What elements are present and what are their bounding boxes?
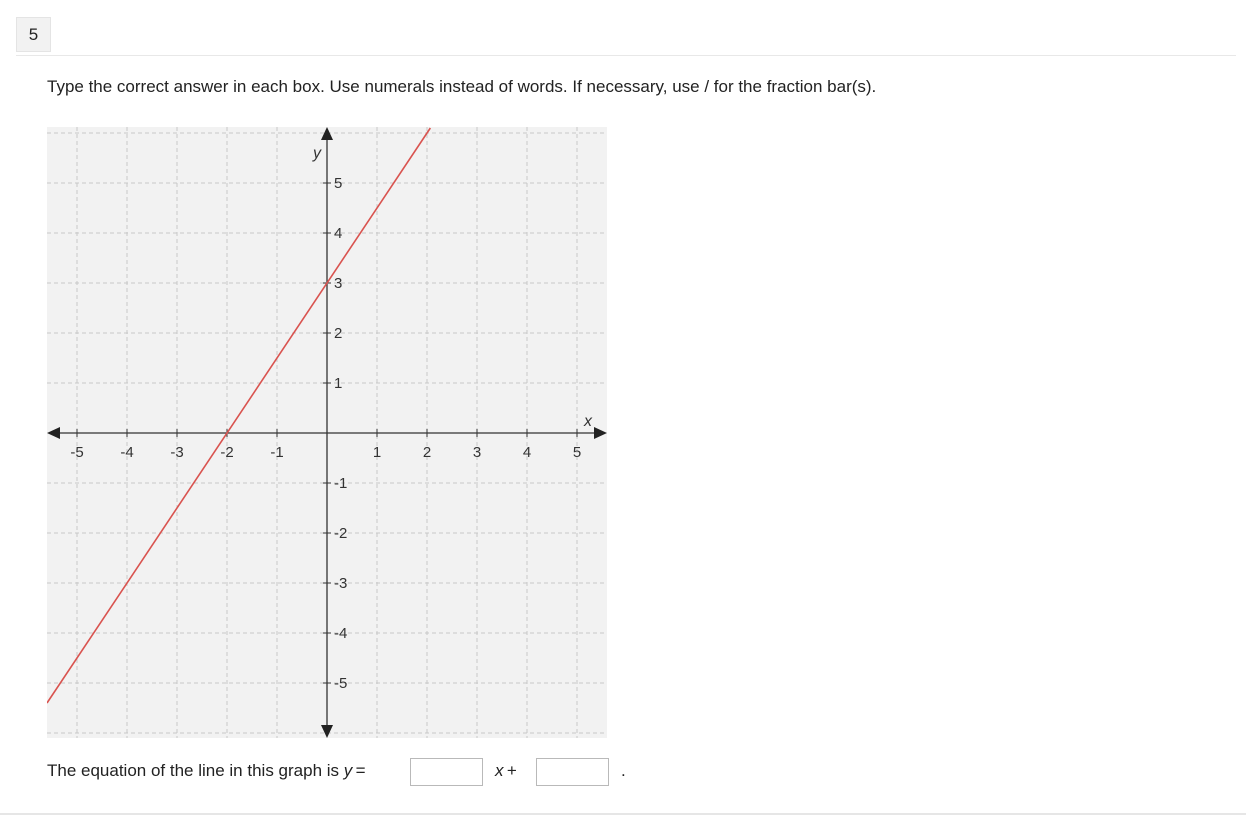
x-tick-label: 5	[572, 444, 582, 461]
x-tick-label: 1	[372, 444, 382, 461]
question-number: 5	[16, 17, 51, 52]
x-axis-label: x	[584, 413, 592, 430]
y-axis-label: y	[313, 145, 321, 162]
slope-answer-box[interactable]	[410, 758, 483, 786]
y-tick-label: -4	[334, 625, 348, 642]
y-tick-label: 2	[334, 325, 343, 342]
y-tick-label: 1	[334, 375, 343, 392]
answer-equals-sign: =	[355, 761, 366, 780]
x-tick-label: -4	[120, 444, 134, 461]
x-tick-label: 3	[472, 444, 482, 461]
answer-x-variable: x	[495, 761, 504, 780]
y-tick-label: -5	[334, 675, 348, 692]
x-tick-label: -1	[270, 444, 284, 461]
intercept-answer-box[interactable]	[536, 758, 609, 786]
y-tick-label: -3	[334, 575, 348, 592]
x-tick-label: 2	[422, 444, 432, 461]
instructions-text: Type the correct answer in each box. Use numerals instead of words. If necessary, use / for the fraction bar(s).	[47, 77, 877, 96]
y-tick-label: -2	[334, 525, 348, 542]
x-tick-label: -5	[70, 444, 84, 461]
x-tick-label: -3	[170, 444, 184, 461]
answer-plus-sign: +	[506, 761, 517, 780]
answer-x-term	[495, 761, 517, 781]
answer-prefix-text: The equation of the line in this graph is	[47, 761, 340, 780]
y-tick-label: 5	[334, 175, 343, 192]
y-tick-label: -1	[334, 475, 348, 492]
x-tick-label: -2	[220, 444, 234, 461]
x-tick-label: 4	[522, 444, 532, 461]
answer-period: .	[621, 761, 626, 780]
y-tick-label: 3	[334, 275, 343, 292]
answer-y-variable: y	[343, 761, 353, 780]
y-tick-label: 4	[334, 225, 343, 242]
answer-prefix	[47, 761, 366, 781]
